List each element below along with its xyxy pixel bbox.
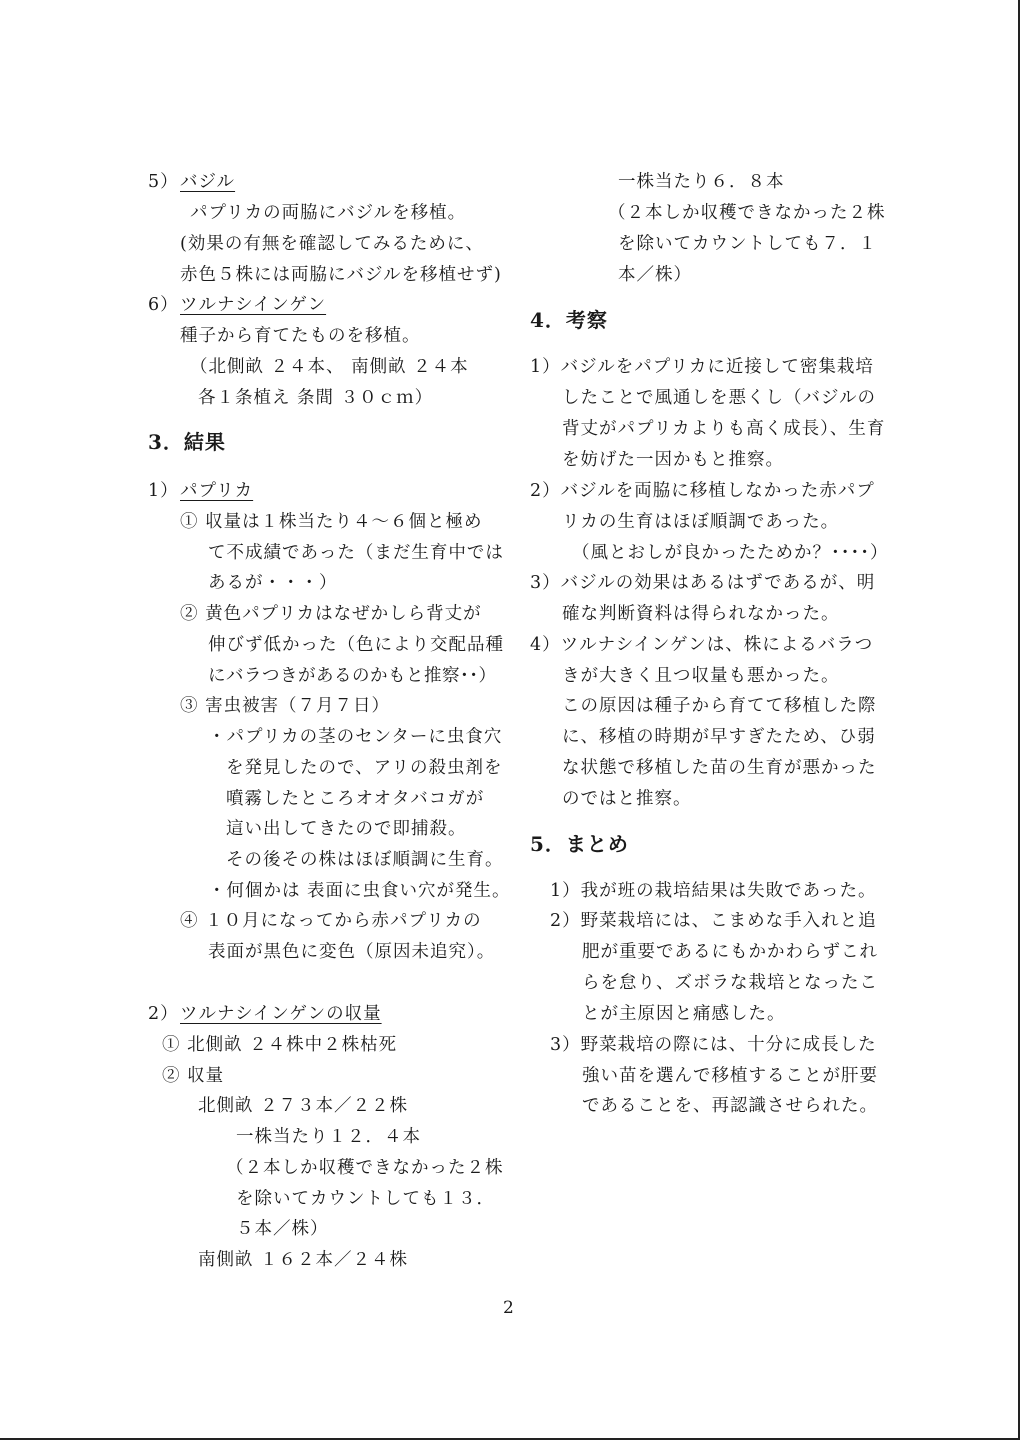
section-6-title: ツルナシインゲン — [180, 295, 327, 315]
result-1-line: その後その株はほぼ順調に生育。 — [226, 850, 504, 870]
section-5-title: バジル — [180, 172, 236, 192]
summary-line: 強い苗を選んで移植することが肝要 — [582, 1066, 878, 1086]
result-2-line: を除いてカウントしても１３． — [236, 1189, 495, 1209]
summary-line: であることを、再認識させられた。 — [582, 1096, 878, 1116]
discussion-line: きが大きく且つ収量も悪かった。 — [562, 666, 840, 686]
section-5-line: (効果の有無を確認してみるために、 — [180, 234, 484, 254]
discussion-line: を妨げた一因かもと推察。 — [562, 450, 784, 470]
section-5-line: パプリカの両脇にバジルを移植。 — [190, 203, 467, 223]
discussion-line: したことで風通しを悪くし（バジルの — [562, 388, 877, 408]
continued-line: を除いてカウントしても７．１ — [618, 234, 877, 254]
result-1-line: ① 収量は１株当たり４～６個と極め — [180, 512, 483, 532]
discussion-line: のではと推察。 — [562, 789, 692, 809]
result-1-line: 這い出してきたので即捕殺。 — [226, 819, 467, 839]
result-1-line: あるが・・・） — [208, 573, 338, 593]
discussion-line: 4）ツルナシインゲンは、株によるバラつ — [530, 635, 874, 655]
discussion-line: に、移植の時期が早すぎたため、ひ弱 — [562, 727, 876, 747]
continued-line: 一株当たり６．８本 — [618, 172, 785, 192]
summary-line: 3）野菜栽培の際には、十分に成長した — [550, 1035, 877, 1055]
discussion-line: な状態で移植した苗の生育が悪かった — [562, 758, 877, 778]
result-1-line: ② 黄色パプリカはなぜかしら背丈が — [180, 604, 482, 624]
section-5-number: 5） — [148, 172, 179, 192]
result-2-title: ツルナシインゲンの収量 — [180, 1004, 382, 1024]
result-2-line: ５本／株） — [236, 1219, 329, 1239]
result-1-line: 噴霧したところオオタバコガが — [226, 789, 485, 809]
result-1-line: 表面が黒色に変色（原因未追究）。 — [208, 942, 496, 962]
discussion-line: 背丈がパプリカよりも高く成長）、生育 — [562, 419, 886, 439]
page-number: 2 — [503, 1298, 514, 1318]
section-6-line: （北側畝 ２４本、 南側畝 ２４本 — [190, 357, 469, 377]
discussion-line: 1）バジルをパプリカに近接して密集栽培 — [530, 357, 874, 377]
result-1-title: パプリカ — [180, 481, 254, 501]
summary-line: らを怠り、ズボラな栽培となったこ — [582, 973, 878, 993]
discussion-line: 確な判断資料は得られなかった。 — [562, 604, 840, 624]
result-1-line: て不成績であった（まだ生育中では — [208, 543, 504, 563]
section-5-line: 赤色５株には両脇にバジルを移植せず) — [180, 265, 502, 285]
result-1-line: 伸びず低かった（色により交配品種 — [208, 635, 504, 655]
result-1-line: を発見したので、アリの殺虫剤を — [226, 758, 503, 778]
result-1-line: ③ 害虫被害（７月７日） — [180, 696, 391, 716]
continued-line: （２本しか収穫できなかった２株 — [608, 203, 886, 223]
result-1-line: ・パプリカの茎のセンターに虫食穴 — [208, 727, 503, 747]
result-2-line: （２本しか収穫できなかった２株 — [226, 1158, 504, 1178]
result-2-line: 南側畝 １６２本／２４株 — [198, 1250, 409, 1270]
summary-line: とが主原因と痛感した。 — [582, 1004, 786, 1024]
summary-line: 1）我が班の栽培結果は失敗であった。 — [550, 881, 877, 901]
heading-summary: 5．まとめ — [530, 832, 629, 856]
result-1-number: 1） — [148, 481, 179, 501]
section-6-line: 種子から育てたものを移植。 — [180, 326, 421, 346]
heading-results: 3．結果 — [148, 430, 226, 454]
result-1-line: ・何個かは 表面に虫食い穴が発生。 — [208, 881, 511, 901]
continued-line: 本／株） — [618, 265, 692, 285]
result-1-line: ④ １０月になってから赤パプリカの — [180, 911, 482, 931]
result-2-line: 北側畝 ２７３本／２２株 — [198, 1096, 409, 1116]
discussion-line: 3）バジルの効果はあるはずであるが、明 — [530, 573, 876, 593]
result-2-line: 一株当たり１２．４本 — [236, 1127, 421, 1147]
heading-discussion: 4．考察 — [530, 308, 608, 332]
discussion-line: （風とおしが良かったためか？････） — [572, 543, 889, 563]
section-6-line: 各１条植え 条間 ３０ｃｍ） — [198, 388, 434, 408]
result-2-number: 2） — [148, 1004, 179, 1024]
result-2-line: ① 北側畝 ２４株中２株枯死 — [162, 1035, 398, 1055]
result-2-line: ② 収量 — [162, 1066, 225, 1086]
discussion-line: この原因は種子から育てて移植した際 — [562, 696, 877, 716]
discussion-line: 2）バジルを両脇に移植しなかった赤パプ — [530, 481, 875, 501]
discussion-line: リカの生育はほぼ順調であった。 — [562, 512, 840, 532]
section-6-number: 6） — [148, 295, 179, 315]
summary-line: 肥が重要であるにもかかわらずこれ — [582, 942, 878, 962]
result-1-line: にバラつきがあるのかもと推察･･） — [208, 666, 497, 686]
summary-line: 2）野菜栽培には、こまめな手入れと追 — [550, 911, 877, 931]
